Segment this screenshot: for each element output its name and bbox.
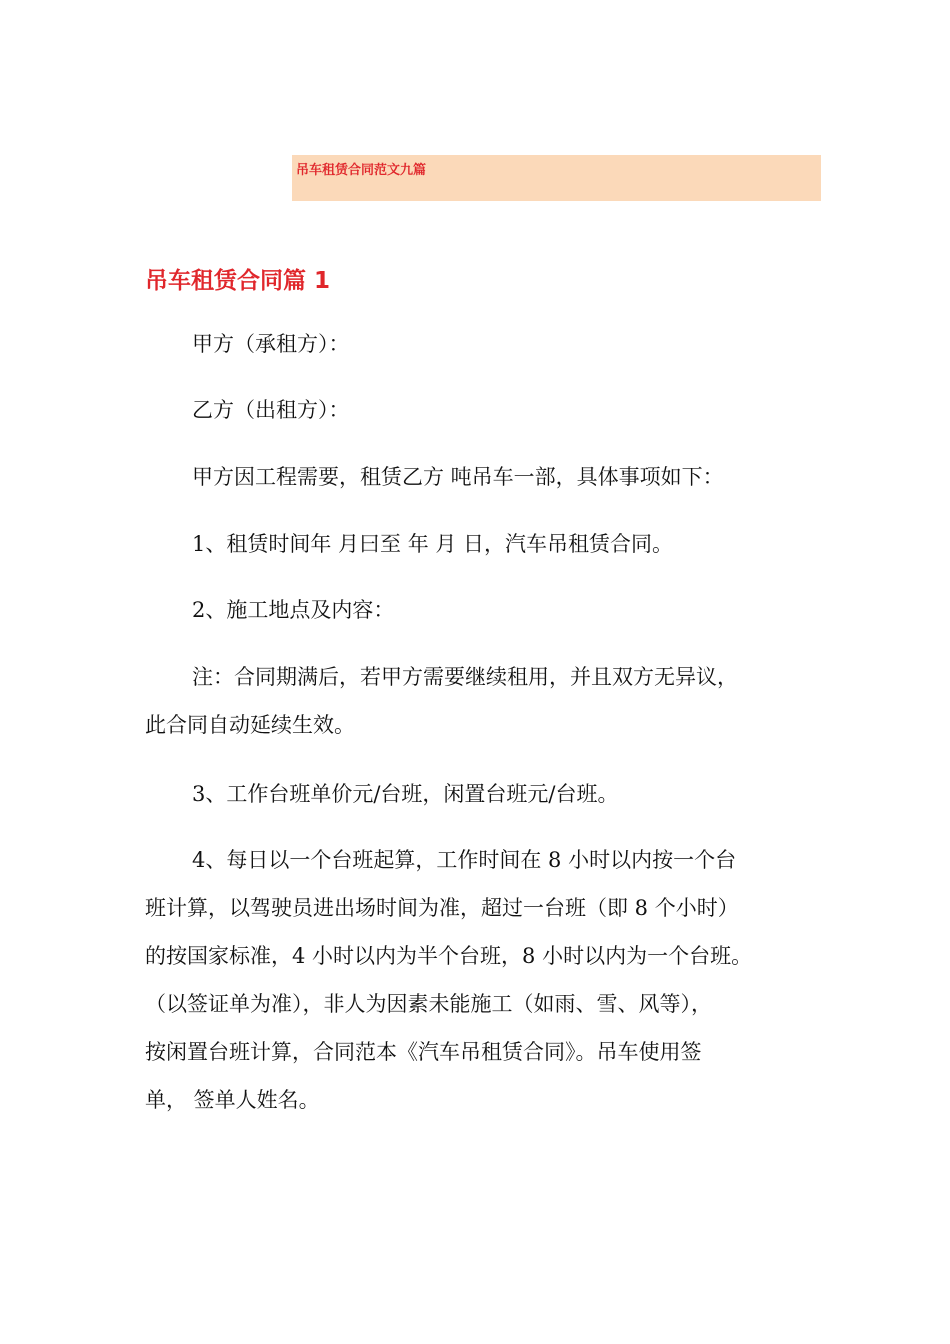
paragraph-line: 单， 签单人姓名。 [145,1088,320,1112]
paragraph-line: 甲方（承租方）： [192,332,350,356]
paragraph-line: （以签证单为准），非人为因素未能施工（如雨、雪、风等）， [145,992,712,1016]
paragraph-line: 4、每日以一个台班起算，工作时间在 8 小时以内按一个台 [192,848,737,872]
paragraph-clause-4 [145,836,825,1124]
paragraph-line: 按闲置台班计算，合同范本《汽车吊租赁合同》。吊车使用签 [145,1040,702,1064]
section-heading: 吊车租赁合同篇 1 [145,268,331,294]
paragraph-party-a [145,320,825,368]
paragraph-line: 2、施工地点及内容： [192,598,395,622]
paragraph-line: 1、租赁时间年 月曰至 年 月 日，汽车吊租赁合同。 [192,532,674,556]
paragraph-note [145,653,825,749]
header-banner [292,155,821,201]
paragraph-line: 此合同自动延续生效。 [145,713,355,737]
paragraph-clause-3 [145,770,825,818]
paragraph-line: 3、工作台班单价元/台班，闲置台班元/台班。 [192,782,619,806]
paragraph-clause-2 [145,586,825,634]
document-title: 吊车租赁合同范文九篇 [296,163,427,178]
paragraph-party-b [145,386,825,434]
paragraph-clause-1 [145,520,825,568]
paragraph-line: 乙方（出租方）： [192,398,350,422]
paragraph-line: 的按国家标准，4 小时以内为半个台班，8 小时以内为一个台班。 [145,944,753,968]
paragraph-line: 班计算，以驾驶员进出场时间为准，超过一台班（即 8 个小时） [145,896,739,920]
paragraph-line: 注：合同期满后，若甲方需要继续租用，并且双方无异议， [192,665,738,689]
paragraph-line: 甲方因工程需要，租赁乙方 吨吊车一部，具体事项如下： [192,465,724,489]
paragraph-intro [145,453,825,501]
